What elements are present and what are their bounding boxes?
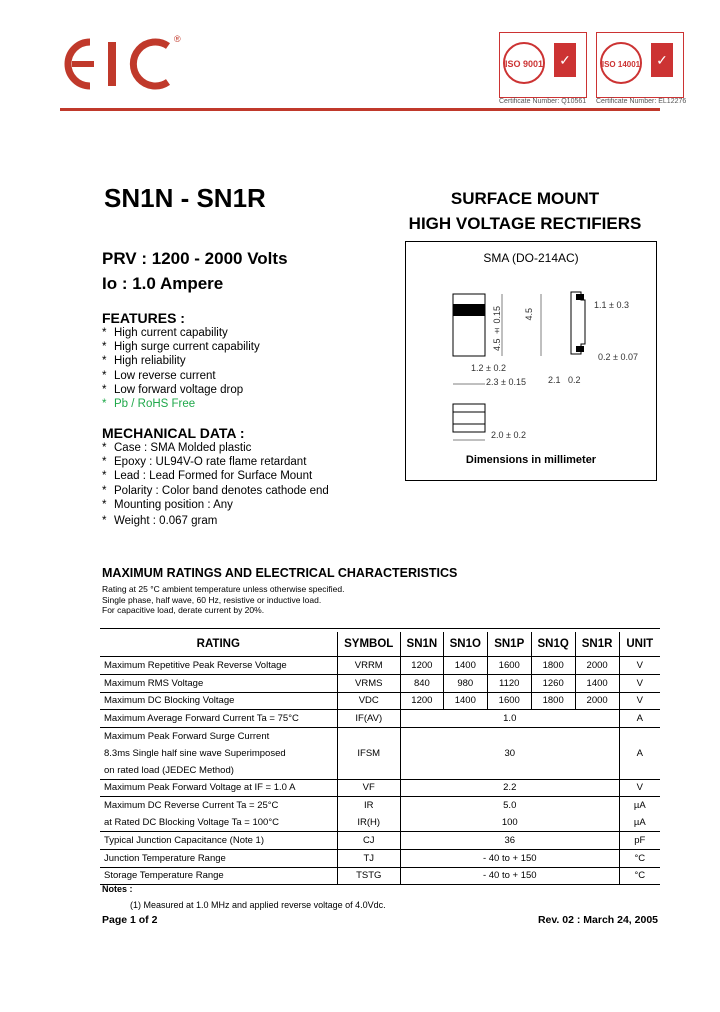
product-type-line2: HIGH VOLTAGE RECTIFIERS	[408, 214, 642, 233]
list-item: * Polarity : Color band denotes cathode end	[102, 484, 329, 497]
table-cell: VRRM	[337, 657, 400, 675]
dim-label: 2.3 ± 0.15	[486, 377, 526, 387]
table-cell: IFSM	[337, 745, 400, 762]
table-cell: Storage Temperature Range	[100, 867, 337, 885]
cert-number: Certificate Number: Q10561	[499, 98, 587, 105]
col-header: UNIT	[619, 632, 660, 657]
table-cell: 1200	[400, 657, 443, 675]
ratings-table	[100, 632, 660, 885]
table-header-row	[100, 632, 660, 657]
table-cell: A	[619, 710, 660, 728]
note-line: Rating at 25 °C ambient temperature unless otherwise specified.	[102, 584, 345, 594]
note-1: (1) Measured at 1.0 MHz and applied reverse voltage of 4.0Vdc.	[130, 900, 386, 910]
table-cell: 1260	[531, 674, 575, 692]
table-cell	[337, 728, 400, 745]
list-item: * Epoxy : UL94V-O rate flame retardant	[102, 456, 307, 469]
table-cell: pF	[619, 831, 660, 849]
table-cell: Maximum Peak Forward Surge Current	[100, 728, 337, 745]
table-rule-top	[100, 628, 660, 629]
features-list	[102, 326, 260, 411]
table-row	[100, 814, 660, 831]
table-cell: 30	[400, 745, 619, 762]
revision-date: Rev. 02 : March 24, 2005	[537, 914, 658, 926]
table-cell: VDC	[337, 692, 400, 710]
dim-label: 2.0 ± 0.2	[491, 430, 526, 440]
table-cell: TSTG	[337, 867, 400, 885]
features-title: FEATURES :	[102, 310, 185, 326]
table-cell: 840	[400, 674, 443, 692]
table-cell: Junction Temperature Range	[100, 849, 337, 867]
note-line: For capacitive load, derate current by 20%.	[102, 605, 265, 615]
table-cell: IR(H)	[337, 814, 400, 831]
table-row	[100, 674, 660, 692]
table-row	[100, 657, 660, 675]
package-outline-box	[405, 241, 657, 481]
table-row	[100, 692, 660, 710]
table-cell: 8.3ms Single half sine wave Superimposed	[100, 745, 337, 762]
table-cell: °C	[619, 867, 660, 885]
table-cell	[619, 728, 660, 745]
table-cell: Maximum Average Forward Current Ta = 75°C	[100, 710, 337, 728]
svg-text:ISO 14001: ISO 14001	[601, 60, 641, 69]
table-cell: 980	[443, 674, 487, 692]
header-rule	[60, 108, 660, 111]
table-row	[100, 745, 660, 762]
table-cell: 36	[400, 831, 619, 849]
list-item: * High surge current capability	[102, 341, 260, 354]
table-cell: IF(AV)	[337, 710, 400, 728]
notes-title: Notes :	[102, 884, 133, 894]
table-row	[100, 797, 660, 814]
table-cell: 1400	[443, 692, 487, 710]
table-cell: V	[619, 674, 660, 692]
part-range-title: SN1N - SN1R	[104, 183, 266, 213]
list-item: * Low reverse current	[102, 369, 216, 382]
table-cell: - 40 to + 150	[400, 849, 619, 867]
list-item: * High current capability	[102, 327, 228, 339]
table-row	[100, 728, 660, 745]
package-title: SMA (DO-214AC)	[483, 251, 579, 265]
table-cell: 100	[400, 814, 619, 831]
dim-label: 4.5	[524, 308, 534, 321]
table-cell: µA	[619, 814, 660, 831]
table-cell: VF	[337, 779, 400, 797]
list-item-rohs: * Pb / RoHS Free	[102, 398, 196, 411]
table-cell: 1.0	[400, 710, 619, 728]
table-cell: 1200	[400, 692, 443, 710]
dimensions-note: Dimensions in millimeter	[465, 454, 597, 466]
mechanical-title: MECHANICAL DATA :	[102, 425, 245, 441]
table-row	[100, 831, 660, 849]
table-cell: Maximum DC Blocking Voltage	[100, 692, 337, 710]
table-cell: V	[619, 657, 660, 675]
col-header: SN1N	[400, 632, 443, 657]
dim-label: 0.2	[568, 375, 581, 385]
table-cell: 2000	[575, 692, 619, 710]
table-cell: 5.0	[400, 797, 619, 814]
table-cell: 1800	[531, 692, 575, 710]
table-row	[100, 762, 660, 779]
dim-label: 2.1	[548, 375, 561, 385]
table-cell: °C	[619, 849, 660, 867]
table-cell: 1800	[531, 657, 575, 675]
svg-text:ISO 9001: ISO 9001	[504, 59, 544, 69]
table-cell: 1400	[443, 657, 487, 675]
table-cell: Typical Junction Capacitance (Note 1)	[100, 831, 337, 849]
list-item: * Low forward voltage drop	[102, 383, 244, 396]
note-line: Single phase, half wave, 60 Hz, resistive or inductive load.	[102, 594, 322, 605]
col-header: RATING	[100, 632, 337, 657]
iso9001-seal	[499, 32, 587, 98]
table-cell: TJ	[337, 849, 400, 867]
table-cell: CJ	[337, 831, 400, 849]
table-cell: A	[636, 747, 643, 759]
table-row	[100, 867, 660, 885]
ratings-notes	[102, 584, 344, 616]
prv-spec: PRV : 1200 - 2000 Volts	[102, 249, 288, 268]
mechanical-list	[102, 441, 329, 528]
table-cell: 1600	[487, 692, 531, 710]
table-cell: - 40 to + 150	[400, 867, 619, 885]
dim-label: 0.2 ± 0.07	[598, 352, 638, 362]
table-cell: on rated load (JEDEC Method)	[100, 762, 337, 779]
col-header: SN1R	[575, 632, 619, 657]
io-spec: Io : 1.0 Ampere	[102, 274, 224, 293]
table-cell: VRMS	[337, 674, 400, 692]
table-row	[100, 849, 660, 867]
table-cell: 1400	[575, 674, 619, 692]
table-cell: 1120	[487, 674, 531, 692]
col-header: SN1O	[443, 632, 487, 657]
table-row	[100, 779, 660, 797]
table-cell	[400, 762, 619, 779]
list-item: * Mounting position : Any	[102, 498, 233, 511]
cert-number: Certificate Number: EL12276	[596, 98, 687, 105]
list-item: * Lead : Lead Formed for Surface Mount	[102, 470, 313, 483]
table-cell: µA	[633, 800, 646, 812]
table-cell: Maximum Peak Forward Voltage at IF = 1.0 A	[100, 779, 337, 797]
col-header: SN1Q	[531, 632, 575, 657]
ratings-title: MAXIMUM RATINGS AND ELECTRICAL CHARACTERISTICS	[102, 566, 458, 580]
table-cell: Maximum RMS Voltage	[100, 674, 337, 692]
table-cell: Maximum Repetitive Peak Reverse Voltage	[100, 657, 337, 675]
list-item: * Weight : 0.067 gram	[102, 515, 218, 528]
list-item: * Case : SMA Molded plastic	[102, 442, 252, 454]
dim-label: 1.2 ± 0.2	[471, 363, 506, 373]
table-cell: at Rated DC Blocking Voltage Ta = 100°C	[100, 814, 337, 831]
dim-label: 1.1 ± 0.3	[594, 300, 629, 310]
iso14001-seal	[596, 32, 684, 98]
table-cell: V	[619, 692, 660, 710]
svg-text:✓: ✓	[559, 52, 571, 68]
table-cell	[619, 762, 660, 779]
svg-text:✓: ✓	[656, 52, 668, 68]
dim-label: 4.5 ± 0.15	[492, 306, 502, 352]
list-item: * High reliability	[102, 355, 186, 368]
table-cell: IR	[337, 797, 400, 814]
table-cell: 2000	[575, 657, 619, 675]
product-type-line1: SURFACE MOUNT	[450, 189, 600, 208]
eic-logo	[60, 34, 190, 94]
table-row	[100, 710, 660, 728]
table-cell: Maximum DC Reverse Current Ta = 25°C	[100, 797, 337, 814]
col-header: SN1P	[487, 632, 531, 657]
table-cell	[400, 728, 619, 745]
page-number: Page 1 of 2	[102, 914, 158, 926]
col-header: SYMBOL	[337, 632, 400, 657]
registered-mark: ®	[174, 34, 181, 44]
table-cell: V	[619, 779, 660, 797]
table-cell: 1600	[487, 657, 531, 675]
table-cell	[337, 762, 400, 779]
table-cell: 2.2	[400, 779, 619, 797]
